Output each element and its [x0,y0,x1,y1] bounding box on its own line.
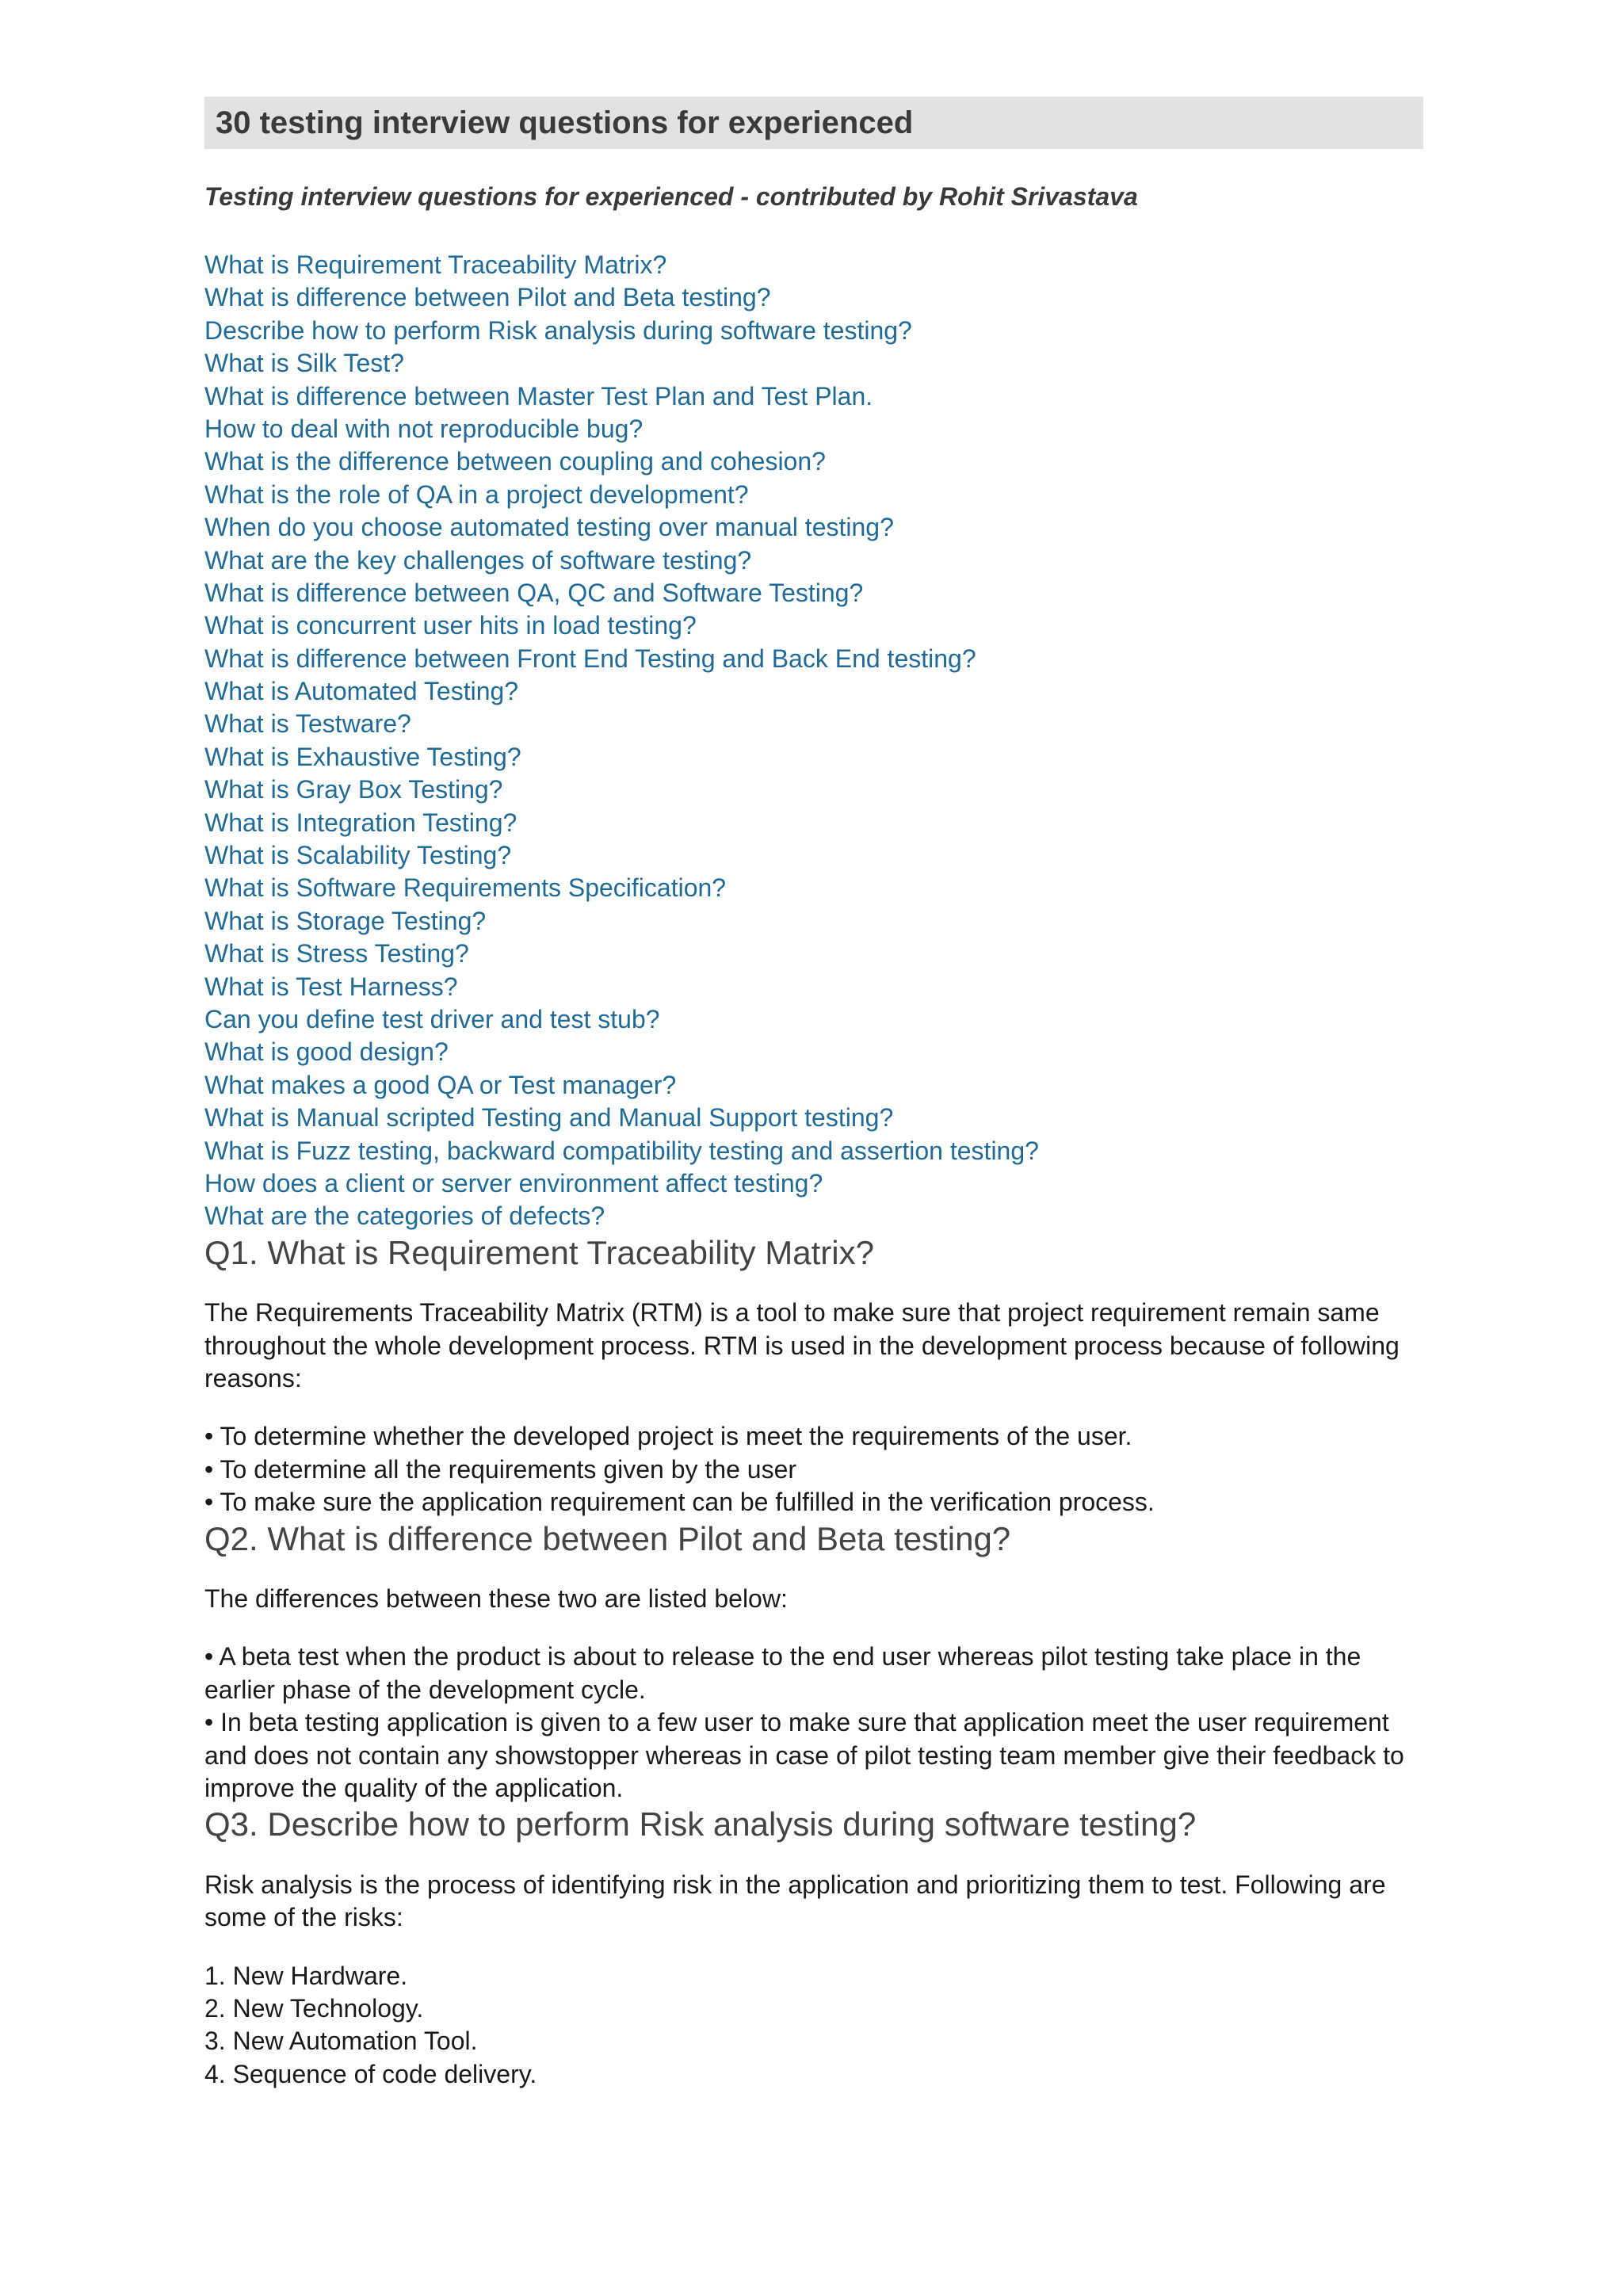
toc-item [204,413,1423,445]
toc-link[interactable]: What is difference between QA, QC and Software Testing? [204,578,864,607]
question-3-section [204,1805,1423,2091]
toc-item [204,479,1423,511]
document-page [204,97,1423,2091]
question-3-heading: Q3. Describe how to perform Risk analysis during software testing? [204,1805,1197,1843]
toc-link[interactable]: What is Automated Testing? [204,677,519,706]
question-1-heading: Q1. What is Requirement Traceability Matrix? [204,1233,874,1271]
toc-link[interactable]: What is concurrent user hits in load testing? [204,611,697,640]
toc-link[interactable]: What is Fuzz testing, backward compatibility testing and assertion testing? [204,1136,1039,1165]
toc-link[interactable]: When do you choose automated testing over manual testing? [204,513,894,542]
toc-link[interactable]: What is difference between Pilot and Beta testing? [204,283,771,312]
page-subtitle: Testing interview questions for experienced - contributed by Rohit Srivastava [204,182,1138,211]
toc-link[interactable]: What is Exhaustive Testing? [204,742,521,771]
toc-link[interactable]: What is Storage Testing? [204,906,487,935]
question-1-points [204,1420,1423,1519]
question-1-section [204,1233,1423,1519]
toc-link[interactable]: What are the key challenges of software testing? [204,545,752,575]
toc-link[interactable]: What is Software Requirements Specification? [204,873,727,903]
toc-item [204,741,1423,774]
question-1-intro: The Requirements Traceability Matrix (RTM) is a tool to make sure that project requirement remain same throughout the whole development process. RTM is used in the development process because of following reasons: [204,1298,1400,1392]
toc-link[interactable]: Can you define test driver and test stub? [204,1004,660,1033]
question-3-intro: Risk analysis is the process of identifying risk in the application and prioritizing them to test. Following are some of the risks: [204,1870,1386,1932]
toc-link[interactable]: How does a client or server environment affect testing? [204,1168,823,1198]
toc-link[interactable]: What is Test Harness? [204,972,458,1001]
toc-link[interactable]: What is the difference between coupling and cohesion? [204,447,826,476]
toc-item [204,1102,1423,1134]
question-index [204,249,1423,1233]
question-2-intro: The differences between these two are listed below: [204,1584,788,1613]
toc-link[interactable]: What is Scalability Testing? [204,841,512,870]
toc-link[interactable]: What makes a good QA or Test manager? [204,1070,677,1099]
toc-item [204,807,1423,839]
toc-item [204,281,1423,314]
numbered-item: 4. Sequence of code delivery. [204,2059,537,2088]
bullet-point: • To make sure the application requirement can be fulfilled in the verification process. [204,1488,1155,1517]
toc-link[interactable]: What is Gray Box Testing? [204,775,503,804]
toc-link[interactable]: What is the role of QA in a project development? [204,479,749,509]
numbered-item: 1. New Hardware. [204,1961,408,1990]
toc-item [204,577,1423,609]
page-title: 30 testing interview questions for experienced [216,105,914,140]
toc-item [204,1069,1423,1102]
toc-item [204,971,1423,1003]
toc-item [204,249,1423,281]
toc-item [204,774,1423,806]
title-bar [204,97,1423,149]
toc-link[interactable]: What is good design? [204,1037,449,1067]
toc-link[interactable]: What is Integration Testing? [204,808,517,837]
toc-link[interactable]: What is Stress Testing? [204,939,469,968]
toc-item [204,445,1423,478]
numbered-item: 2. New Technology. [204,1993,424,2023]
toc-item [204,1036,1423,1068]
toc-item [204,708,1423,740]
toc-item [204,1135,1423,1167]
bullet-point: • To determine all the requirements given by the user [204,1454,797,1484]
toc-link[interactable]: Describe how to perform Risk analysis during software testing? [204,315,912,345]
toc-item [204,1003,1423,1036]
toc-item [204,609,1423,642]
toc-item [204,380,1423,413]
toc-link[interactable]: What are the categories of defects? [204,1201,605,1231]
toc-link[interactable]: What is Testware? [204,709,411,739]
toc-item [204,1167,1423,1200]
toc-link[interactable]: How to deal with not reproducible bug? [204,414,643,443]
toc-item [204,347,1423,380]
question-2-section [204,1519,1423,1805]
bullet-point: • A beta test when the product is about to release to the end user whereas pilot testing take place in the earlier phase of the development cycle. [204,1642,1361,1704]
toc-link[interactable]: What is Requirement Traceability Matrix? [204,250,667,279]
bullet-point: • To determine whether the developed project is meet the requirements of the user. [204,1422,1132,1451]
bullet-point: • In beta testing application is given to a few user to make sure that application meet the user requirement and does not contain any showstopper whereas in case of pilot testing team member give their feedback to improve the quality of the application. [204,1708,1404,1802]
question-2-points [204,1641,1423,1805]
toc-item [204,872,1423,904]
question-2-heading: Q2. What is difference between Pilot and Beta testing? [204,1519,1011,1557]
toc-item [204,938,1423,970]
toc-item [204,839,1423,872]
toc-item [204,643,1423,675]
toc-item [204,544,1423,577]
question-3-risks [204,1960,1423,2092]
toc-item [204,315,1423,347]
toc-item [204,905,1423,938]
toc-link[interactable]: What is difference between Master Test Plan and Test Plan. [204,381,873,411]
toc-link[interactable]: What is Manual scripted Testing and Manual Support testing? [204,1103,894,1133]
toc-item [204,511,1423,544]
toc-link[interactable]: What is difference between Front End Testing and Back End testing? [204,644,976,673]
toc-link[interactable]: What is Silk Test? [204,349,404,378]
toc-item [204,675,1423,708]
numbered-item: 3. New Automation Tool. [204,2027,478,2056]
toc-item [204,1200,1423,1232]
